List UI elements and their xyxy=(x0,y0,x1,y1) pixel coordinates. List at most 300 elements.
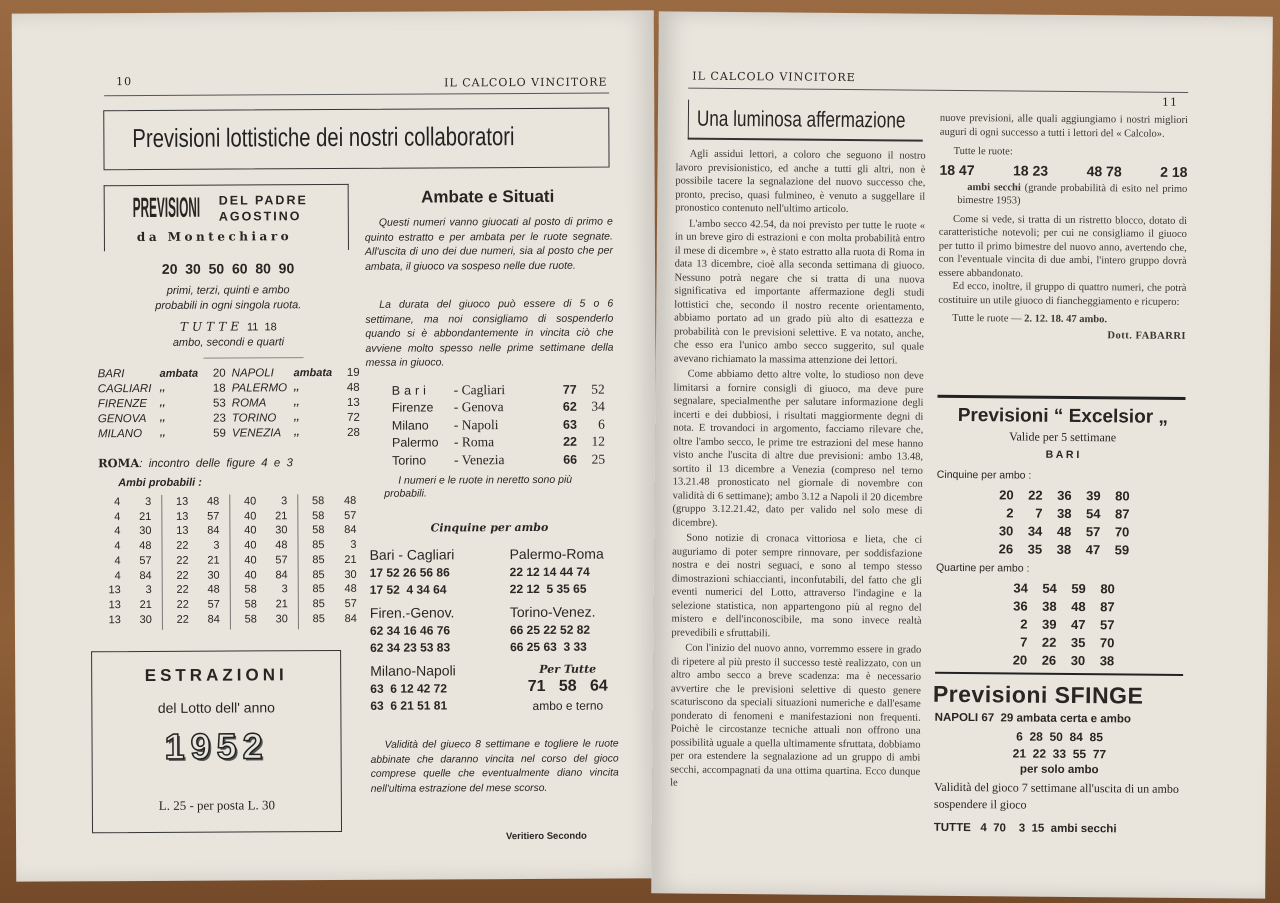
final-line-numbers: 2. 12. 18. 47 ambo. xyxy=(1024,313,1108,326)
ambo-number: 48 xyxy=(207,583,220,596)
ambo-pair xyxy=(236,524,291,539)
situati-row xyxy=(392,381,605,400)
article-paragraph: Come abbiamo detto altre volte, lo studioso non deve limitarsi a fornire consigli di giuoco, ma deve pure segnalare, specialmenthe per salutare informazione degli incerti e dei dubbiosi, i risultati maggiormente degni di nota. E trovandoci in argomento, facciamo rilevare che, oltre l'ambo secco, le prime tre estrazioni del mese hanno visto anche l'uscita di altre due previsioni: ambo 13.48, sortito il 13 dicembre a Venezia (compreso nel terno 13.21.48 pronosticato nel giornale di novembre con validità di 6 settimane); ambo 3.12 a Napoli il 20 dicembre (gruppo 3.12.21.42, dato per valido nel solo mese di dicembre). xyxy=(672,368,924,529)
logo-line: da Montechiaro xyxy=(136,229,293,245)
header-rule xyxy=(688,88,1188,93)
ambo-pair xyxy=(236,538,291,553)
ambi-label: Ambi probabili : xyxy=(118,476,202,490)
section-rule xyxy=(935,672,1183,676)
ambata-number: 20 xyxy=(212,367,226,380)
grid-number: 7 xyxy=(1035,505,1043,521)
ambo-pair xyxy=(305,611,361,626)
grid-number: 26 xyxy=(998,541,1014,557)
sfinge-title: Previsioni SFINGE xyxy=(932,680,1144,709)
grid-number: 26 xyxy=(1041,652,1057,668)
estrazioni-ad-box xyxy=(91,650,342,833)
ambo-number: 22 xyxy=(176,583,189,597)
grid-number: 30 xyxy=(1070,652,1086,669)
ambo-number: 30 xyxy=(139,525,152,538)
ambi-label: ambi secchi xyxy=(967,181,1021,194)
number-row xyxy=(985,486,1130,505)
ambo-number: 21 xyxy=(275,509,288,523)
wheel-name: GENOVA xyxy=(97,412,147,426)
grid-number: 2 xyxy=(1020,616,1028,632)
wheel-a: Milano xyxy=(391,418,429,433)
ambo-number: 58 xyxy=(312,495,325,508)
grid-number: 59 xyxy=(1071,580,1086,597)
number-bold: 22 xyxy=(563,434,578,450)
quartine-label: Quartine per ambo : xyxy=(935,561,1030,575)
ambo-pair xyxy=(237,597,292,612)
number-row xyxy=(984,522,1129,541)
ambata-number: 13 xyxy=(346,396,360,409)
ambata-mark: ambata xyxy=(293,367,333,380)
cinquine-group xyxy=(370,603,485,657)
number-row xyxy=(984,540,1129,559)
ambata-mark: ambata xyxy=(159,367,199,380)
divider xyxy=(204,357,304,359)
ambo-number: 21 xyxy=(344,553,357,566)
ambo-pair xyxy=(168,509,223,524)
ambi-column xyxy=(162,495,231,630)
excelsior-wheel: B A R I xyxy=(1045,448,1080,462)
number-bold: 62 xyxy=(562,399,577,415)
ambo-number: 22 xyxy=(176,554,189,567)
ambo-number: 3 xyxy=(350,538,357,552)
article-title: Una luminosa affermazione xyxy=(696,105,906,133)
ambo-number: 58 xyxy=(244,613,257,626)
number-row xyxy=(998,651,1114,670)
ambata-item xyxy=(232,367,362,383)
ambo-number: 22 xyxy=(176,539,189,552)
ambate-situati-table xyxy=(392,381,605,470)
excelsior-quartine-grid xyxy=(998,579,1115,670)
cinquine-group xyxy=(370,661,485,715)
grid-number: 57 xyxy=(1085,524,1101,540)
ambo-number: 3 xyxy=(281,583,288,596)
roma-line xyxy=(98,455,293,470)
ambo-pair xyxy=(168,524,223,539)
ambo-number: 84 xyxy=(207,525,220,538)
number: 25 xyxy=(591,451,606,467)
group-name: Torino-Venez. xyxy=(509,603,596,621)
ambo-pair xyxy=(237,553,292,568)
page-number: 10 xyxy=(116,75,133,89)
group-line: 22 12 5 35 65 xyxy=(509,581,587,597)
estrazioni-price: L. 25 - per posta L. 30 xyxy=(158,797,276,813)
wheel-name: TORINO xyxy=(231,412,277,425)
ambo-number: 30 xyxy=(344,568,357,581)
number: 6 xyxy=(598,416,605,432)
grid-number: 20 xyxy=(1012,652,1028,668)
ambo-number: 85 xyxy=(312,612,325,625)
ambo-number: 48 xyxy=(139,540,152,553)
ambo-number: 58 xyxy=(244,598,257,611)
ambo-number: 13 xyxy=(108,584,121,597)
ambo-number: 13 xyxy=(176,495,189,508)
ambo-pair xyxy=(237,582,292,597)
sfinge-line: per solo ambo xyxy=(1019,763,1099,777)
header-rule xyxy=(104,93,609,97)
grid-number: 20 xyxy=(999,487,1014,503)
ambo-number: 30 xyxy=(207,569,220,582)
ambo-pair xyxy=(100,510,155,525)
grid-number: 80 xyxy=(1100,581,1115,597)
ambata-number: 19 xyxy=(346,366,360,379)
wheel-name: BARI xyxy=(97,368,125,381)
wheel-b: - Cagliari xyxy=(453,381,506,398)
grid-number: 35 xyxy=(1027,541,1043,557)
grid-number: 87 xyxy=(1114,506,1130,522)
group-line: 63 6 12 42 72 xyxy=(370,681,448,696)
wheel-b: - Genova xyxy=(453,399,504,415)
ambo-pair xyxy=(100,495,155,510)
ambo-pair xyxy=(168,539,223,554)
ambo-number: 40 xyxy=(244,495,257,508)
ambata-item xyxy=(98,368,228,384)
grid-number: 80 xyxy=(1115,488,1130,504)
wheel-name: CAGLIARI xyxy=(97,382,152,396)
ambata-number: 18 xyxy=(212,382,226,395)
ambo-number: 48 xyxy=(344,583,357,596)
grid-number: 2 xyxy=(1006,505,1014,521)
number: 34 xyxy=(591,398,605,414)
ambo-number: 4 xyxy=(114,569,121,582)
padre-numbers: 20 30 50 60 80 90 xyxy=(161,260,295,277)
ambate-note: I numeri e le ruote in neretto sono più probabili. xyxy=(384,473,573,500)
ambo-number: 4 xyxy=(114,540,121,553)
ambata-item xyxy=(232,382,362,398)
ambo-pair xyxy=(304,494,360,509)
roma-text: : incontro delle figure 4 e 3 xyxy=(139,457,293,471)
article-paragraph: Agli assidui lettori, a coloro che seguono il nostro lavoro previsionistico, ed anche a tutti gli altri, non è possibile tacere la segnalazione del nuovo successo che, pronto, preciso, quasi fulmineo, è venuto a suggellare il pronostico contenuto nell'ultimo articolo. xyxy=(675,148,926,215)
ambi-column xyxy=(94,495,163,630)
ambo-pair xyxy=(304,509,360,524)
ambo-number: 4 xyxy=(114,510,121,523)
left-page xyxy=(12,10,659,881)
ambata-number: 28 xyxy=(347,426,360,439)
grid-number: 34 xyxy=(1027,523,1043,539)
grid-number: 38 xyxy=(1042,598,1057,614)
wheel-a: Bari xyxy=(391,383,430,398)
ambo-pair xyxy=(169,598,224,613)
ambo-number: 48 xyxy=(275,539,288,552)
wheel-a: Firenze xyxy=(391,400,434,415)
ambo-pair xyxy=(169,583,224,598)
grid-number: 70 xyxy=(1114,524,1130,540)
group-name: Milano-Napoli xyxy=(370,662,456,679)
ambata-mark: ,, xyxy=(293,427,300,439)
ambate-paragraph: La durata del giuoco può essere di 5 o 6 settimane, ma noi consigliamo di sospenderlo quando si è abbondantemente in vincita ciò che avviene molto spesso nelle prime settimane della messa in giuoco. xyxy=(365,297,614,369)
excelsior-subtitle: Valide per 5 settimane xyxy=(1009,429,1117,445)
wheel-name: ROMA xyxy=(231,397,267,410)
tutte-numbers: 11 18 xyxy=(246,321,277,334)
grid-number: 38 xyxy=(1056,541,1072,557)
cinquine-group xyxy=(510,544,625,598)
ambata-item xyxy=(98,398,228,414)
article-paragraph: Con l'inizio del nuovo anno, vorremmo essere in grado di ripetere al più presto il successo testè realizzato, con un altro ambo secco a breve scadenza: ma è necessario avvertire che le previsioni selettive di questo genere scaturiscono da speciali situazioni numeriche e dall'esame ponderato di fenomeni e manifestazioni non frequenti. Poichè le circostanze tecniche attuali non offrono una possibilità uguale a quella ultimamente sfruttata, dobbiamo per ora estendere la segnalazione ad un gruppo di ambi secchi, accompagnati da una ottima quartina. Ecco dunque le xyxy=(670,642,922,789)
ambo-pair xyxy=(101,583,156,598)
number-row xyxy=(998,615,1114,634)
sfinge-line: 21 22 33 55 77 xyxy=(1012,746,1107,762)
ambo-pair xyxy=(305,567,361,582)
ambo-number: 48 xyxy=(207,495,220,508)
article-paragraph: nuove previsioni, alle quali aggiungiamo i nostri migliori auguri di ogni successo a tutti i lettori del « Calcolo». xyxy=(939,112,1188,140)
grid-number: 36 xyxy=(1013,598,1028,614)
roma-label: ROMA xyxy=(98,456,140,471)
estrazioni-title: ESTRAZIONI xyxy=(144,665,288,685)
group-line: 62 34 16 46 76 xyxy=(369,623,451,638)
ambo-number: 22 xyxy=(176,569,189,582)
situati-row xyxy=(392,416,605,435)
ambata-item xyxy=(232,397,362,413)
ambo-number: 30 xyxy=(275,524,288,537)
ambo-number: 58 xyxy=(312,524,325,537)
group-line: 63 6 21 51 81 xyxy=(370,698,448,713)
ambo-number: 40 xyxy=(244,510,257,523)
ambo-pair xyxy=(237,612,292,627)
number-bold: 77 xyxy=(562,382,577,397)
ambo-number: 21 xyxy=(207,554,220,567)
running-head: IL CALCOLO VINCITORE xyxy=(692,69,856,85)
ambo-number: 57 xyxy=(207,598,220,611)
group-name: Bari - Cagliari xyxy=(369,546,455,563)
wheel-name: VENEZIA xyxy=(231,427,282,440)
ambate-situati-title: Ambate e Situati xyxy=(421,186,555,207)
ambata-mark: ,, xyxy=(293,382,300,394)
number-bold: 63 xyxy=(562,417,577,432)
ambo-number: 84 xyxy=(275,568,288,581)
article-paragraph: Come si vede, si tratta di un ristretto blocco, dotato di caratteristiche notevoli; per cui ne consigliamo il giuoco per tutto il primo bimestre del nuovo anno, avertendo che, con l'eventuale vincita di due ambi, l'intero gruppo dovrà essere abbandonato. xyxy=(938,213,1188,280)
sfinge-validita: Validità del gioco 7 settimane all'uscita di un ambo sospendere il gioco xyxy=(933,779,1179,812)
ambo-number: 85 xyxy=(312,597,325,611)
article-body xyxy=(670,147,926,792)
ambo-pair xyxy=(100,524,155,539)
grid-number: 48 xyxy=(1056,523,1072,539)
ambo-pair xyxy=(101,568,156,583)
grid-number: 47 xyxy=(1085,542,1101,558)
number: 52 xyxy=(591,381,605,397)
ambo-number: 4 xyxy=(114,496,121,509)
excelsior-cinquine-grid xyxy=(984,486,1130,559)
group-name: Firen.-Genov. xyxy=(369,604,455,621)
group-line: 17 52 26 56 86 xyxy=(369,565,450,580)
article-paragraph: L'ambo secco 42.54, da noi previsto per tutte le ruote « in un breve giro di estrazioni e con molta probabilità entro il mese di dicembre », è stato estratto alla ruota di Roma in data 13 dicembre, cioè alla seconda settimana di giuoco. Nessuno potrà negare che si tratta di una nuova significativa ed importante affermazione degli studi lottistici che, secondo il nostro recente orientamento, abbiamo portato ad un grado più alto di esattezza e probabilità con le previsioni selettive. E va notato, anche, che esso era l'unico ambo secco suggerito, sul quale avevano richiamato la massima attenzione dei lettori. xyxy=(673,218,926,366)
excelsior-title: Previsioni “ Excelsior „ xyxy=(957,404,1169,428)
grid-number: 54 xyxy=(1042,580,1057,596)
grid-number: 38 xyxy=(1099,653,1115,669)
ambo-secco: 48 78 xyxy=(1086,162,1122,179)
grid-number: 30 xyxy=(998,523,1014,539)
estrazioni-subtitle: del Lotto dell' anno xyxy=(157,699,275,716)
article-title-box xyxy=(688,100,923,142)
ambo-pair xyxy=(304,538,360,553)
sfinge-tutte: TUTTE 4 70 3 15 ambi secchi xyxy=(933,821,1117,836)
cinquine-title: Cinquine per ambo xyxy=(430,520,549,535)
grid-number: 22 xyxy=(1041,634,1057,650)
ambo-number: 13 xyxy=(176,525,189,538)
ambo-number: 22 xyxy=(176,613,189,626)
signature: Veritiero Secondo xyxy=(506,830,587,843)
ambata-item xyxy=(232,412,362,428)
logo-line: AGOSTINO xyxy=(218,209,302,224)
grid-number: 36 xyxy=(1057,487,1072,503)
ambo-number: 85 xyxy=(312,583,325,596)
ambo-number: 30 xyxy=(275,612,288,625)
ambo-number: 57 xyxy=(139,554,152,567)
ambo-secco: 18 47 xyxy=(939,161,975,178)
wheel-name: MILANO xyxy=(97,428,143,441)
section-rule xyxy=(938,395,1186,400)
ambo-pair xyxy=(100,539,155,554)
grid-number: 35 xyxy=(1070,634,1086,651)
cinquine-validita: Validità del giueco 8 settimane e togliere le ruote abbinate che daranno vincita nel corso del gioco comprese quelle che eventualmente diano vincita nell'ultima estrazione del mese scorso. xyxy=(370,738,619,795)
ambo-pair xyxy=(169,612,224,627)
sfinge-line: NAPOLI 67 29 ambata certa e ambo xyxy=(934,711,1131,726)
ambo-number: 3 xyxy=(145,495,152,508)
ambo-number: 3 xyxy=(145,584,152,597)
group-line: 17 52 4 34 64 xyxy=(369,582,447,597)
group-line: 66 25 22 52 82 xyxy=(509,622,591,638)
ambi-desc: (grande probabilità di esito nel primo bimestre 1953) xyxy=(957,182,1188,207)
ambi-column xyxy=(298,494,367,629)
ambo-number: 84 xyxy=(139,569,152,582)
ambata-number: 59 xyxy=(213,427,226,440)
ambo-number: 3 xyxy=(213,539,220,552)
padre-desc: probabili in ogni singola ruota. xyxy=(155,299,302,312)
group-line: 22 12 14 44 74 xyxy=(509,564,590,580)
ambata-mark: ,, xyxy=(293,412,300,424)
ambo-pair xyxy=(101,554,156,569)
ambo-number: 58 xyxy=(312,509,325,522)
ambo-number: 21 xyxy=(139,510,152,523)
ambi-column xyxy=(230,494,299,629)
ambata-mark: ,, xyxy=(159,382,166,394)
ambo-number: 4 xyxy=(114,554,121,567)
wheel-b: - Venezia xyxy=(454,451,505,468)
ambo-number: 48 xyxy=(344,494,357,507)
ambi-secchi-row xyxy=(939,161,1187,179)
ambo-number: 85 xyxy=(312,539,325,552)
ambate-paragraph: Questi numeri vanno giuocati al posto di primo e quinto estratto e per ambata per le ruote segnate. All'uscita di uno dei due numeri, sia al posto che per ambata, il giuoco va sospeso nelle due ruote. xyxy=(364,215,614,273)
ambo-number: 13 xyxy=(108,599,121,612)
ambo-number: 40 xyxy=(244,524,257,537)
ambo-pair xyxy=(236,494,291,509)
ambo-secco: 2 18 xyxy=(1160,163,1188,180)
situati-row xyxy=(392,398,605,417)
ambo-pair xyxy=(237,568,292,583)
title-box xyxy=(103,108,609,171)
ambo-pair xyxy=(305,597,361,612)
wheel-name: PALERMO xyxy=(231,382,288,395)
number-row xyxy=(999,597,1115,616)
ambata-item xyxy=(232,427,362,443)
grid-number: 70 xyxy=(1099,635,1115,651)
wheel-a: Palermo xyxy=(391,435,439,450)
per-tutte-label: Per Tutte xyxy=(539,662,597,676)
grid-number: 48 xyxy=(1071,598,1086,615)
wheel-b: - Napoli xyxy=(453,416,499,433)
ambo-number: 4 xyxy=(114,525,121,538)
sfinge-line: 6 28 50 84 85 xyxy=(1016,729,1103,745)
ambo-number: 84 xyxy=(344,612,357,625)
grid-number: 87 xyxy=(1100,599,1115,615)
final-line-label: Tutte le ruote — xyxy=(952,312,1022,325)
cinquine-grid xyxy=(370,544,626,735)
ambo-pair xyxy=(305,582,361,597)
article-paragraph: Sono notizie di cronaca vittoriosa e lieta, che ci auguriamo di poter sempre rinnovare, per soddisfazione nostra e dei nostri seguaci, e sono al tempo stesso dimostrazioni schiaccianti, inconfutabili, del fatto che gli eventi numerici del Lotto, attraverso l'indagine e la selezione statistica, non appartengono più al regno del mistero e dell'inconoscibile, ma sono invece realtà prevedibili e sfruttabili. xyxy=(671,532,923,639)
running-head: IL CALCOLO VINCITORE xyxy=(444,75,608,90)
author: Dott. FABARRI xyxy=(1107,329,1187,342)
grid-number: 38 xyxy=(1056,505,1072,521)
number-bold: 66 xyxy=(563,452,578,467)
group-line: 66 25 63 3 33 xyxy=(510,639,587,655)
ambo-pair xyxy=(101,598,156,613)
ambata-item xyxy=(98,413,228,429)
ambo-number: 57 xyxy=(344,597,357,610)
cinquine-label: Cinquine per ambo : xyxy=(936,468,1032,482)
ambo-number: 13 xyxy=(176,510,189,523)
ambata-number: 23 xyxy=(213,412,226,425)
ambo-pair xyxy=(169,553,224,568)
per-tutte-numbers: 71 58 64 xyxy=(527,677,608,695)
ambate-by-wheel-list xyxy=(98,367,362,448)
ambi-probabili-grid xyxy=(94,494,367,630)
article-continuation xyxy=(938,112,1188,343)
wheel-b: - Roma xyxy=(453,434,495,450)
per-tutte-desc: ambo e terno xyxy=(532,698,604,713)
ambo-pair xyxy=(101,613,156,628)
ambo-pair xyxy=(168,495,223,510)
group-line: 62 34 23 53 83 xyxy=(370,640,451,655)
padre-desc: primi, terzi, quinti e ambo xyxy=(166,284,290,297)
ambo-number: 57 xyxy=(207,510,220,523)
grid-number: 59 xyxy=(1114,542,1130,558)
grid-number: 7 xyxy=(1020,634,1028,650)
ambo-pair xyxy=(169,568,224,583)
ambo-number: 21 xyxy=(139,598,152,611)
ambo-pair xyxy=(305,553,361,568)
padre-agostino-logo-box xyxy=(104,184,349,251)
ambo-pair xyxy=(236,509,291,524)
ambata-item xyxy=(98,428,228,444)
group-name: Palermo-Roma xyxy=(509,545,604,563)
tutte-label: TUTTE xyxy=(179,319,244,334)
ambo-number: 57 xyxy=(275,554,288,567)
ambo-pair xyxy=(304,523,360,538)
tutte-label: Tutte le ruote: xyxy=(953,145,1013,158)
section-title: Previsioni lottistiche dei nostri collaboratori xyxy=(132,121,515,154)
situati-row xyxy=(392,433,605,452)
ambata-mark: ,, xyxy=(159,412,166,424)
grid-number: 39 xyxy=(1086,488,1101,504)
number: 12 xyxy=(591,433,606,449)
grid-number: 34 xyxy=(1013,580,1028,596)
ambo-number: 3 xyxy=(281,495,288,508)
wheel-name: FIRENZE xyxy=(97,397,148,411)
ambo-number: 40 xyxy=(244,539,257,552)
tutte-desc: ambo, secondi e quarti xyxy=(172,336,285,349)
logo-line: DEL PADRE xyxy=(218,193,308,208)
ambo-number: 85 xyxy=(312,568,325,581)
wheel-name: NAPOLI xyxy=(231,367,274,380)
ambo-number: 84 xyxy=(344,524,357,537)
ambo-secco: 18 23 xyxy=(1012,161,1049,179)
right-page xyxy=(651,11,1273,898)
situati-row xyxy=(392,451,605,470)
number-row xyxy=(999,579,1115,598)
ambata-number: 53 xyxy=(212,397,226,410)
